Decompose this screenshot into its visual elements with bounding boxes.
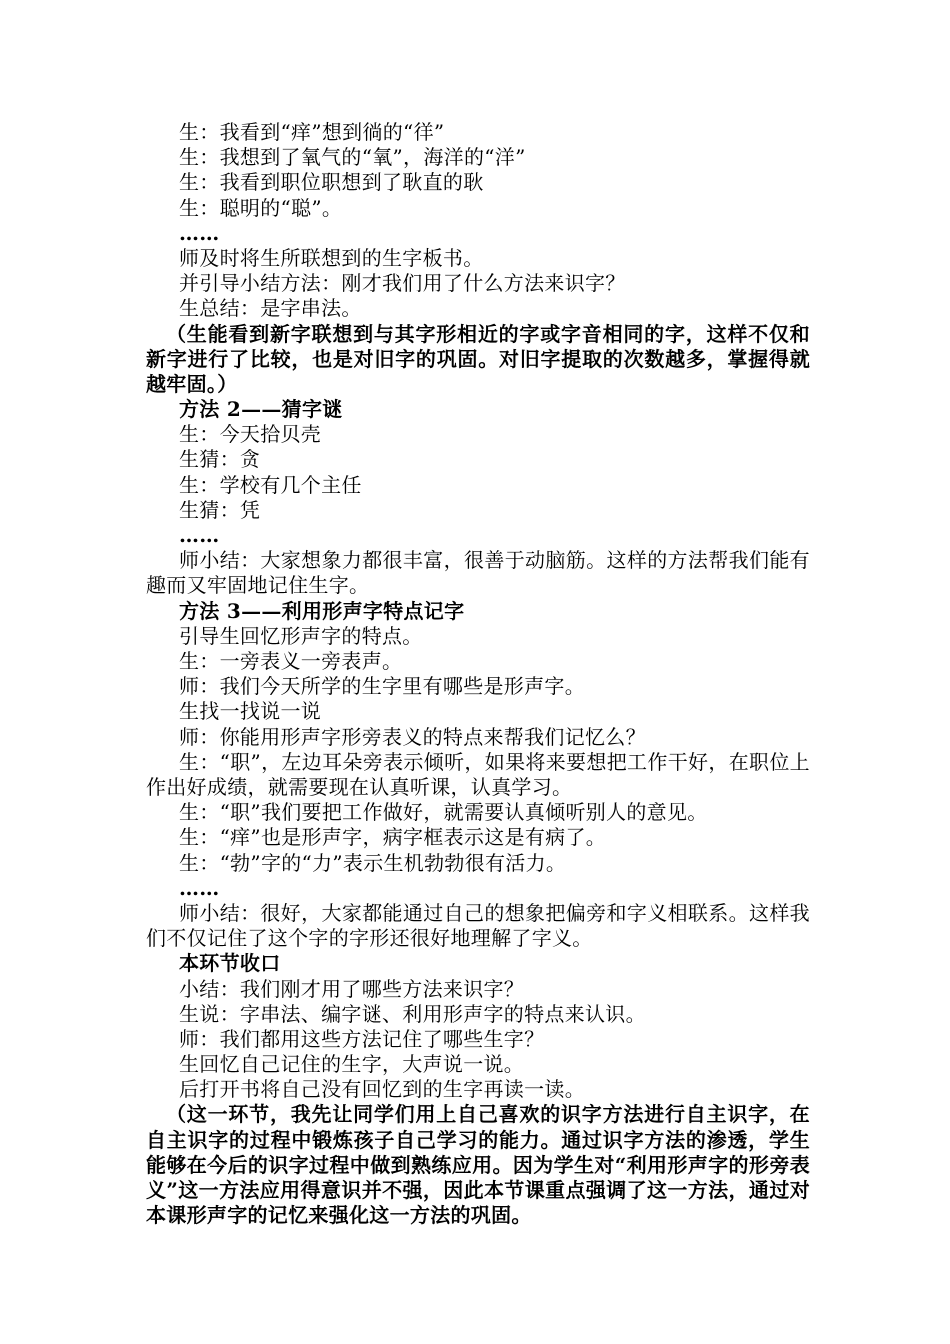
section-heading: 方法 3——利用形声字特点记字 [179, 598, 465, 623]
text-line: 师：我们都用这些方法记住了哪些生字？ [179, 1026, 545, 1051]
text-line: 生：“勃”字的“力”表示生机勃勃很有活力。 [179, 850, 567, 875]
text-line: 生猜：凭 [179, 497, 261, 522]
text-line: 生：学校有几个主任 [179, 472, 362, 497]
text-line: 生：我想到了氧气的“氧”，海洋的“洋” [179, 145, 526, 170]
text-line: 生：“痒”也是形声字，病字框表示这是有病了。 [179, 825, 607, 850]
summary-paragraph: 师小结：很好，大家都能通过自己的想象把偏旁和字义相联系。这样我们不仅记住了这个字的字形还很好地理解了字义。 [146, 900, 810, 951]
text-line: 引导生回忆形声字的特点。 [179, 623, 423, 648]
ellipsis-line: …… [179, 220, 220, 245]
text-line: 并引导小结方法：刚才我们用了什么方法来识字？ [179, 271, 626, 296]
text-line: 生：今天拾贝壳 [179, 422, 322, 447]
commentary-paragraph: （这一环节，我先让同学们用上自己喜欢的识字方法进行自主识字，在自主识字的过程中锻炼孩子自己学习的能力。通过识字方法的渗透，学生能够在今后的识字过程中做到熟练应用。因为学生对“利用形声字的形旁表义”这一方法应用得意识并不强，因此本节课重点强调了这一方法，通过对本课形声字的记忆来强化这一方法的巩固。 [146, 1102, 810, 1228]
text-line: 师：你能用形声字形旁表义的特点来帮我们记忆么？ [179, 724, 646, 749]
text-line: 生猜：贪 [179, 447, 261, 472]
text-line: 生说：字串法、编字谜、利用形声字的特点来认识。 [179, 1001, 646, 1026]
text-line: 生找一找说一说 [179, 699, 322, 724]
ellipsis-line: …… [179, 523, 220, 548]
text-line: 生回忆自己记住的生字，大声说一说。 [179, 1052, 525, 1077]
text-line: 生：我看到职位职想到了耿直的耿 [179, 170, 484, 195]
text-line: 生：聪明的“聪”。 [179, 195, 343, 220]
text-line: 师及时将生所联想到的生字板书。 [179, 245, 484, 270]
text-line: 生：“职”我们要把工作做好，就需要认真倾听别人的意见。 [179, 800, 708, 825]
section-heading: 本环节收口 [179, 951, 281, 976]
section-heading: 方法 2——猜字谜 [179, 397, 343, 422]
text-paragraph: 生：“职”，左边耳朵旁表示倾听，如果将来要想把工作干好，在职位上作出好成绩，就需要现在认真听课，认真学习。 [146, 749, 810, 799]
text-line: 后打开书将自己没有回忆到的生字再读一读。 [179, 1077, 585, 1102]
text-line: 小结：我们刚才用了哪些方法来识字？ [179, 976, 525, 1001]
summary-paragraph: 师小结：大家想象力都很丰富，很善于动脑筋。这样的方法帮我们能有趣而又牢固地记住生字。 [146, 548, 810, 598]
commentary-paragraph: （生能看到新字联想到与其字形相近的字或字音相同的字，这样不仅和新字进行了比较，也是对旧字的巩固。对旧字提取的次数越多，掌握得就越牢固。） [146, 321, 810, 396]
document-page [146, 120, 810, 1228]
text-line: 生总结：是字串法。 [179, 296, 362, 321]
text-line: 生：我看到“痒”想到徜的“徉” [179, 120, 445, 144]
text-line: 师：我们今天所学的生字里有哪些是形声字。 [179, 674, 585, 699]
ellipsis-line: …… [179, 875, 220, 900]
text-line: 生：一旁表义一旁表声。 [179, 649, 403, 674]
